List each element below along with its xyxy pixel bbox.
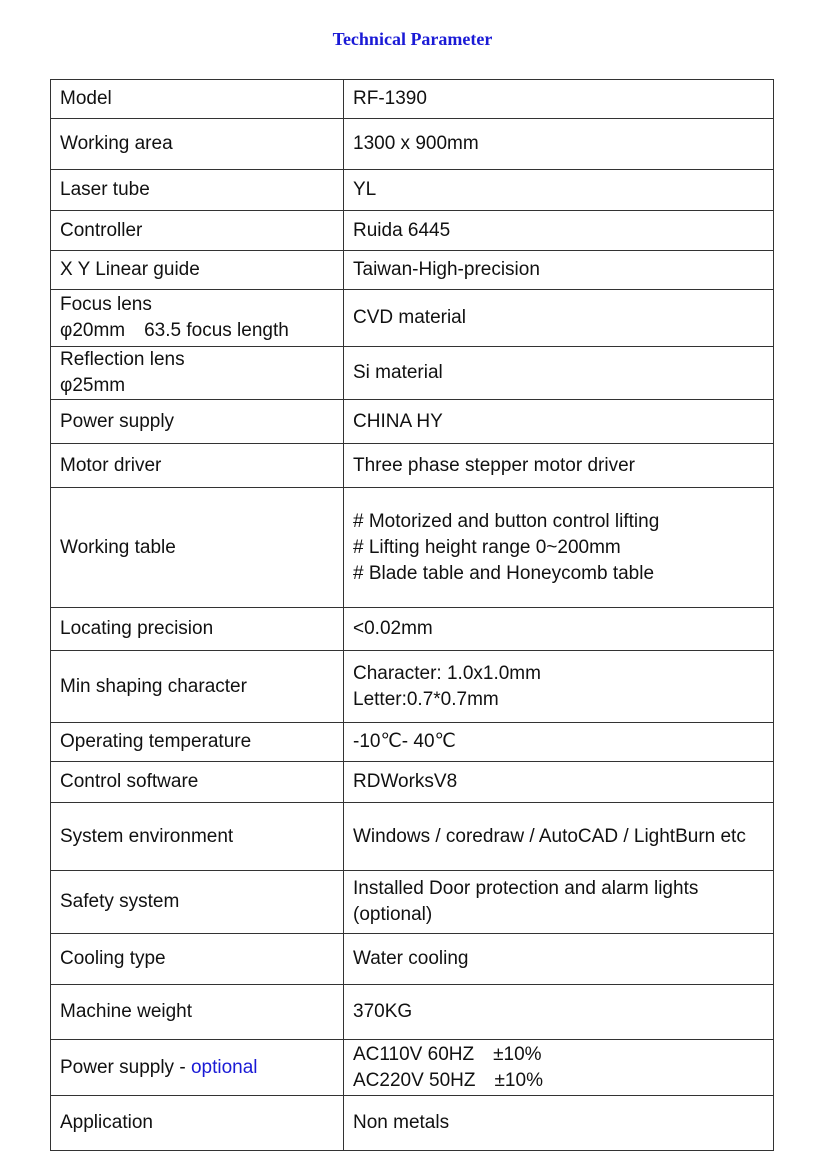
param-label: Min shaping character: [51, 651, 344, 723]
table-row: [51, 488, 774, 608]
param-value-line: # Lifting height range 0~200mm: [353, 536, 621, 558]
param-label: Cooling type: [51, 934, 344, 985]
table-row: [51, 211, 774, 251]
technical-parameter-table: [50, 79, 774, 1151]
table-row: [51, 80, 774, 119]
param-label: Safety system: [51, 871, 344, 934]
param-value: Si material: [344, 347, 774, 400]
param-label: Model: [51, 80, 344, 119]
table-row: [51, 934, 774, 985]
param-value: [344, 488, 774, 608]
param-value: CVD material: [344, 290, 774, 347]
param-value: Installed Door protection and alarm lights (optional): [344, 871, 774, 934]
param-label: Power supply: [51, 400, 344, 444]
param-label-text: Power supply -: [60, 1056, 191, 1078]
param-value: RF-1390: [344, 80, 774, 119]
param-label: Application: [51, 1096, 344, 1151]
param-value-line: Letter:0.7*0.7mm: [353, 688, 499, 710]
param-value: Three phase stepper motor driver: [344, 444, 774, 488]
param-label: Working table: [51, 488, 344, 608]
table-row: [51, 803, 774, 871]
param-label: Control software: [51, 762, 344, 803]
param-value-line: AC220V 50HZ ±10%: [353, 1069, 543, 1091]
param-value: 370KG: [344, 985, 774, 1040]
table-row: [51, 608, 774, 651]
table-row: [51, 347, 774, 400]
param-label: Motor driver: [51, 444, 344, 488]
param-value: -10℃- 40℃: [344, 723, 774, 762]
param-value-line: AC110V 60HZ ±10%: [353, 1043, 542, 1065]
param-value-line: # Motorized and button control lifting: [353, 510, 660, 532]
param-label: Machine weight: [51, 985, 344, 1040]
table-row: [51, 871, 774, 934]
table-row: [51, 251, 774, 290]
param-value: 1300 x 900mm: [344, 119, 774, 170]
param-value: RDWorksV8: [344, 762, 774, 803]
param-value: <0.02mm: [344, 608, 774, 651]
param-label: [51, 347, 344, 400]
table-row: [51, 723, 774, 762]
param-label: Laser tube: [51, 170, 344, 211]
param-value: [344, 1040, 774, 1096]
table-row: [51, 651, 774, 723]
table-row: [51, 762, 774, 803]
param-value: Taiwan-High-precision: [344, 251, 774, 290]
table-row: [51, 985, 774, 1040]
param-label: Controller: [51, 211, 344, 251]
table-row: [51, 1040, 774, 1096]
param-label: Working area: [51, 119, 344, 170]
param-value: Non metals: [344, 1096, 774, 1151]
table-row: [51, 119, 774, 170]
param-label-line: Focus lens: [60, 294, 152, 315]
table-row: [51, 170, 774, 211]
param-value-line: # Blade table and Honeycomb table: [353, 562, 655, 584]
page-title: Technical Parameter: [332, 29, 493, 49]
param-value: YL: [344, 170, 774, 211]
table-row: [51, 400, 774, 444]
param-label-line: φ20mm 63.5 focus length: [60, 320, 289, 341]
param-value-line: Character: 1.0x1.0mm: [353, 662, 541, 684]
table-row: [51, 290, 774, 347]
param-label: System environment: [51, 803, 344, 871]
param-value: [344, 651, 774, 723]
table-row: [51, 444, 774, 488]
param-label: [51, 1040, 344, 1096]
param-value: Windows / coredraw / AutoCAD / LightBurn etc: [344, 803, 774, 871]
param-value: Water cooling: [344, 934, 774, 985]
param-value: Ruida 6445: [344, 211, 774, 251]
param-label-line: φ25mm: [60, 375, 126, 396]
param-label: Locating precision: [51, 608, 344, 651]
param-label: X Y Linear guide: [51, 251, 344, 290]
param-label-line: Reflection lens: [60, 349, 185, 370]
param-value: CHINA HY: [344, 400, 774, 444]
param-label: [51, 290, 344, 347]
optional-link[interactable]: optional: [190, 1056, 258, 1078]
table-row: [51, 1096, 774, 1151]
param-label: Operating temperature: [51, 723, 344, 762]
